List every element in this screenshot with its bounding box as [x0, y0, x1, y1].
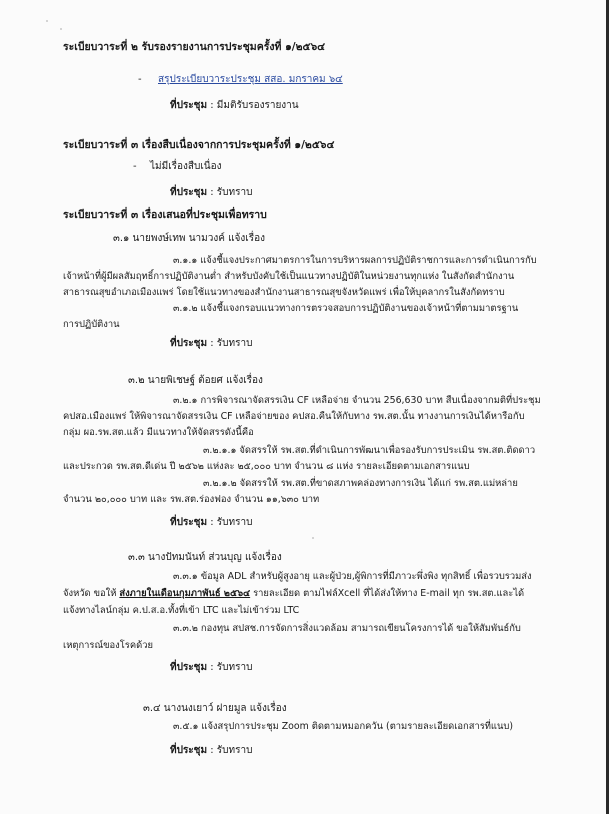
- agenda-3-information-heading: ระเบียบวาระที่ ๓ เรื่องเสนอที่ประชุมเพื่อทราบ: [63, 209, 267, 221]
- section-3-3-1-line: [63, 587, 524, 601]
- section-3-2-1-1-line: และประกวด รพ.สต.ดีเด่น ปี ๒๕๖๒ แห่งละ ๒๕,๐๐๐ บาท จำนวน ๘ แห่ง รายละเอียดตามเอกสารแนบ: [63, 461, 470, 472]
- resolution-label: ที่ประชุม: [170, 100, 208, 111]
- resolution-text: : รับทราบ: [210, 517, 253, 528]
- bullet-dash: -: [138, 74, 142, 85]
- section-3-3-1-line: แจ้งทางไลน์กลุ่ม ค.ป.ส.อ.ทั้งที่เข้า LTC และไม่เข้าร่วม LTC: [63, 605, 300, 616]
- resolution-line: [170, 186, 252, 200]
- section-3-1-title: ๓.๑ นายพงษ์เทพ นามวงค์ แจ้งเรื่อง: [113, 233, 265, 244]
- minutes-summary-link[interactable]: สรุประเบียบวาระประชุม สสอ. มกราคม ๖๔: [158, 74, 343, 85]
- section-3-1-1-line: ๓.๑.๑ แจ้งชี้แจงประกาศมาตรการในการบริหารผลการปฏิบัติราชการและการดำเนินการกับ: [173, 255, 537, 266]
- text-run: รายละเอียด ตามไฟล์Xcell ที่ได้ส่งให้ทาง E-mail ทุก รพ.สต.และได้: [250, 588, 525, 599]
- resolution-label: ที่ประชุม: [170, 187, 208, 198]
- scan-speck: [46, 20, 48, 22]
- resolution-line: [170, 661, 252, 675]
- section-3-2-1-2-line: จำนวน ๒๐,๐๐๐ บาท และ รพ.สต.ร่องฟอง จำนวน ๑๑,๖๓๐ บาท: [63, 494, 320, 505]
- section-3-1-2-line: การปฏิบัติงาน: [63, 319, 120, 330]
- bullet-dash: -: [133, 161, 137, 172]
- section-3-2-1-line: คปสอ.เมืองแพร่ ให้พิจารณาจัดสรรเงิน CF เหลือจ่ายของ คปสอ.คืนให้กับทาง รพ.สต.นั้น ทางงานการเงินได้หารือกับ: [63, 411, 525, 422]
- section-3-4-1-line: ๓.๕.๑ แจ้งสรุปการประชุม Zoom ติดตามหมอกควัน (ตามรายละเอียดเอกสารที่แนบ): [173, 721, 513, 732]
- resolution-line: [170, 337, 252, 351]
- resolution-text: : รับทราบ: [210, 662, 253, 673]
- section-3-2-1-2-line: ๓.๒.๑.๒ จัดสรรให้ รพ.สต.ที่ขาดสภาพคล่องทางการเงิน ได้แก่ รพ.สต.แม่หล่าย: [203, 478, 518, 489]
- section-3-3-2-line: เหตุการณ์ของโรคด้วย: [63, 640, 153, 651]
- resolution-text: : รับทราบ: [210, 187, 253, 198]
- resolution-label: ที่ประชุม: [170, 745, 208, 756]
- resolution-line: [170, 516, 252, 530]
- no-continuing-item: ไม่มีเรื่องสืบเนื่อง: [150, 161, 222, 172]
- section-3-2-title: ๓.๒ นายพิเชษฐ์ ต้อยศ แจ้งเรื่อง: [128, 375, 263, 386]
- resolution-label: ที่ประชุม: [170, 338, 208, 349]
- section-3-2-1-line: กลุ่ม ผอ.รพ.สต.แล้ว มีแนวทางให้จัดสรรดังนี้คือ: [63, 427, 254, 438]
- resolution-text: : รับทราบ: [210, 745, 253, 756]
- agenda-3-continuing-heading: ระเบียบวาระที่ ๓ เรื่องสืบเนื่องจากการประชุมครั้งที่ ๑/๒๕๖๔: [63, 139, 335, 151]
- section-3-3-1-line: ๓.๓.๑ ข้อมูล ADL สำหรับผู้สูงอายุ และผู้ป่วย,ผู้พิการที่มีภาวะพึ่งพิง ทุกสิทธิ์ เพื่อรวบรวมส่ง: [173, 571, 532, 582]
- section-3-1-1-line: สาธารณสุขอำเภอเมืองแพร่ โดยใช้แนวทางของสำนักงานสาธารณสุขจังหวัดแพร่ เพื่อให้บุคลากรในสังกัดทราบ: [63, 287, 505, 298]
- resolution-line: [170, 99, 299, 113]
- scan-speck: [312, 537, 314, 539]
- resolution-text: : รับทราบ: [210, 338, 253, 349]
- section-3-2-1-line: ๓.๒.๑ การพิจารณาจัดสรรเงิน CF เหลือจ่าย จำนวน 256,630 บาท สืบเนื่องจากมติที่ประชุม: [173, 395, 541, 406]
- section-3-2-1-1-line: ๓.๒.๑.๑ จัดสรรให้ รพ.สต.ที่ดำเนินการพัฒนาเพื่อรองรับการประเมิน รพ.สต.ติดดาว: [203, 445, 536, 456]
- section-3-3-title: ๓.๓ นางปัทมนันท์ ส่วนบุญ แจ้งเรื่อง: [128, 552, 282, 563]
- agenda-2-heading: ระเบียบวาระที่ ๒ รับรองรายงานการประชุมครั้งที่ ๑/๒๕๖๔: [63, 41, 326, 53]
- section-3-1-2-line: ๓.๑.๒ แจ้งชี้แจงกรอบแนวทางการตรวจสอบการปฏิบัติงานของเจ้าหน้าที่ตามมาตรฐาน: [173, 303, 519, 314]
- resolution-label: ที่ประชุม: [170, 662, 208, 673]
- deadline-emphasis: ส่งภายในเดือนกุมภาพันธ์ ๒๕๖๔: [119, 588, 251, 599]
- resolution-text: : มีมติรับรองรายงาน: [210, 100, 299, 111]
- resolution-line: [170, 744, 252, 758]
- section-3-1-1-line: เจ้าหน้าที่ผู้มีผลสัมฤทธิ์การปฏิบัติงานต่ำ สำหรับบังคับใช้เป็นแนวทางปฏิบัติในหน่วยงานทุกแห่ง ในสังกัดสำนักงาน: [63, 271, 515, 282]
- section-3-3-2-line: ๓.๓.๒ กองทุน สปสช.การจัดการสิ่งแวดล้อม สามารถเขียนโครงการได้ ขอให้สัมพันธ์กับ: [173, 623, 521, 634]
- section-3-4-title: ๓.๔ นางนงเยาว์ ฝายมูล แจ้งเรื่อง: [143, 703, 287, 714]
- resolution-label: ที่ประชุม: [170, 517, 208, 528]
- scan-speck: [60, 28, 62, 30]
- text-run: จังหวัด ขอให้: [63, 588, 120, 599]
